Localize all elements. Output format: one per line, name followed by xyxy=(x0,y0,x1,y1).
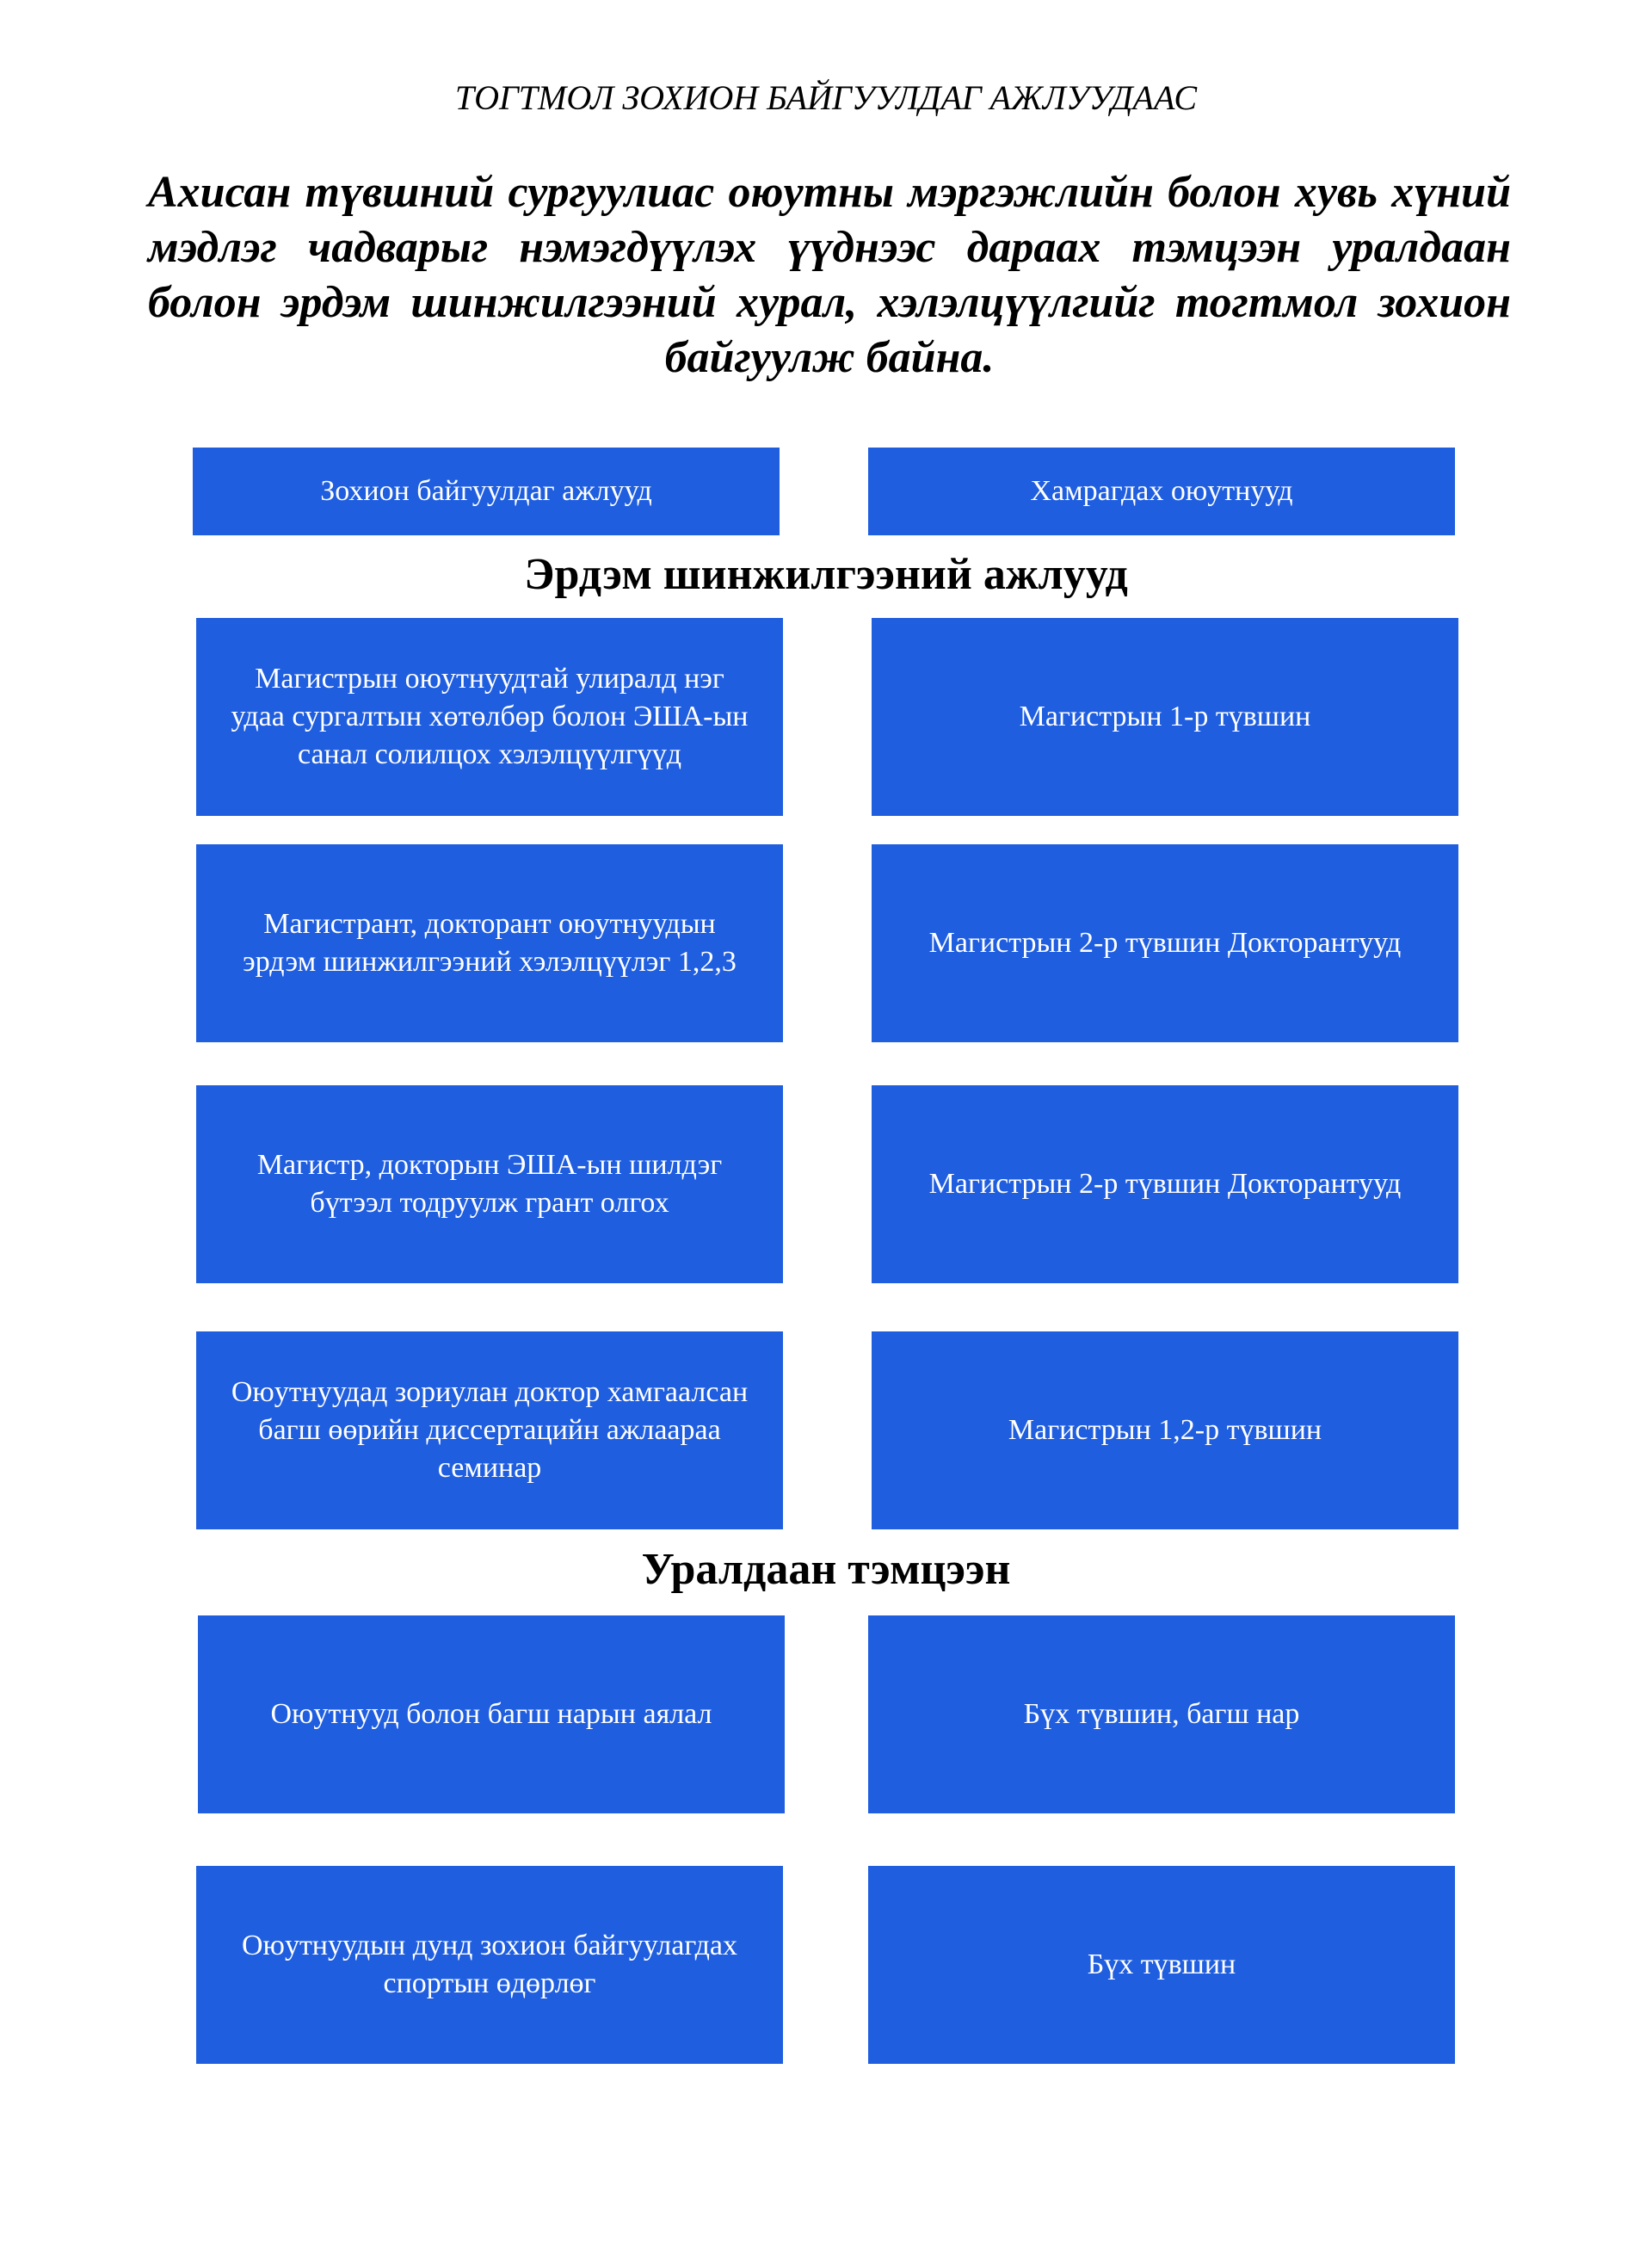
participants-text: Магистрын 1-р түвшин xyxy=(1019,701,1311,732)
participants-box xyxy=(872,618,1458,816)
activity-text: Оюутнууд болон багш нарын аялал xyxy=(270,1698,712,1730)
activity-text: Оюутнуудад зориулан доктор хамгаалсан багш өөрийн диссертацийн ажлаараа семинар xyxy=(231,1376,749,1484)
header-participants-label: Хамрагдах оюутнууд xyxy=(1030,475,1293,507)
activity-box xyxy=(196,1085,783,1283)
participants-box xyxy=(872,1331,1458,1529)
header-activities xyxy=(193,448,780,535)
participants-text: Бүх түвшин, багш нар xyxy=(1023,1698,1300,1730)
activity-box xyxy=(198,1615,785,1813)
participants-box xyxy=(872,1085,1458,1283)
activity-box xyxy=(196,618,783,816)
participants-box xyxy=(872,844,1458,1042)
participants-text: Магистрын 1,2-р түвшин xyxy=(1008,1414,1322,1446)
participants-text: Магистрын 2-р түвшин Докторантууд xyxy=(928,927,1402,959)
activity-box xyxy=(196,1331,783,1529)
header-activities-label: Зохион байгуулдаг ажлууд xyxy=(320,475,652,507)
activity-box xyxy=(196,1866,783,2064)
document-heading: ТОГТМОЛ ЗОХИОН БАЙГУУЛДАГ АЖЛУУДААС xyxy=(454,78,1198,117)
section-title-competitions: Уралдаан тэмцээн xyxy=(641,1545,1011,1594)
activity-text: Магистрант, докторант оюутнуудын эрдэм шинжилгээний хэлэлцүүлэг 1,2,3 xyxy=(243,908,737,978)
participants-box xyxy=(868,1866,1455,2064)
participants-box xyxy=(868,1615,1455,1813)
participants-text: Магистрын 2-р түвшин Докторантууд xyxy=(928,1168,1402,1200)
activity-text: Оюутнуудын дунд зохион байгуулагдах спортын өдөрлөг xyxy=(241,1930,737,1999)
intro-paragraph: Ахисан түвшний сургуулиас оюутны мэргэжлийн болон хувь хүний мэдлэг чадварыг нэмэгдүүлэх үүднээс дараах тэмцээн уралдаан болон эрдэм шинжилгээний хурал, хэлэлцүүлгийг тогтмол зохион байгуулж байна. xyxy=(148,168,1511,382)
section-title-research: Эрдэм шинжилгээний ажлууд xyxy=(524,550,1128,599)
activity-box xyxy=(196,844,783,1042)
activity-text: Магистр, докторын ЭША-ын шилдэг бүтээл тодруулж грант олгох xyxy=(256,1149,723,1219)
activity-text: Магистрын оюутнуудтай улиралд нэг удаа сургалтын хөтөлбөр болон ЭША-ын санал солилцох хэлэлцүүлгүүд xyxy=(231,663,749,770)
participants-text: Бүх түвшин xyxy=(1087,1949,1236,1980)
header-participants xyxy=(868,448,1455,535)
